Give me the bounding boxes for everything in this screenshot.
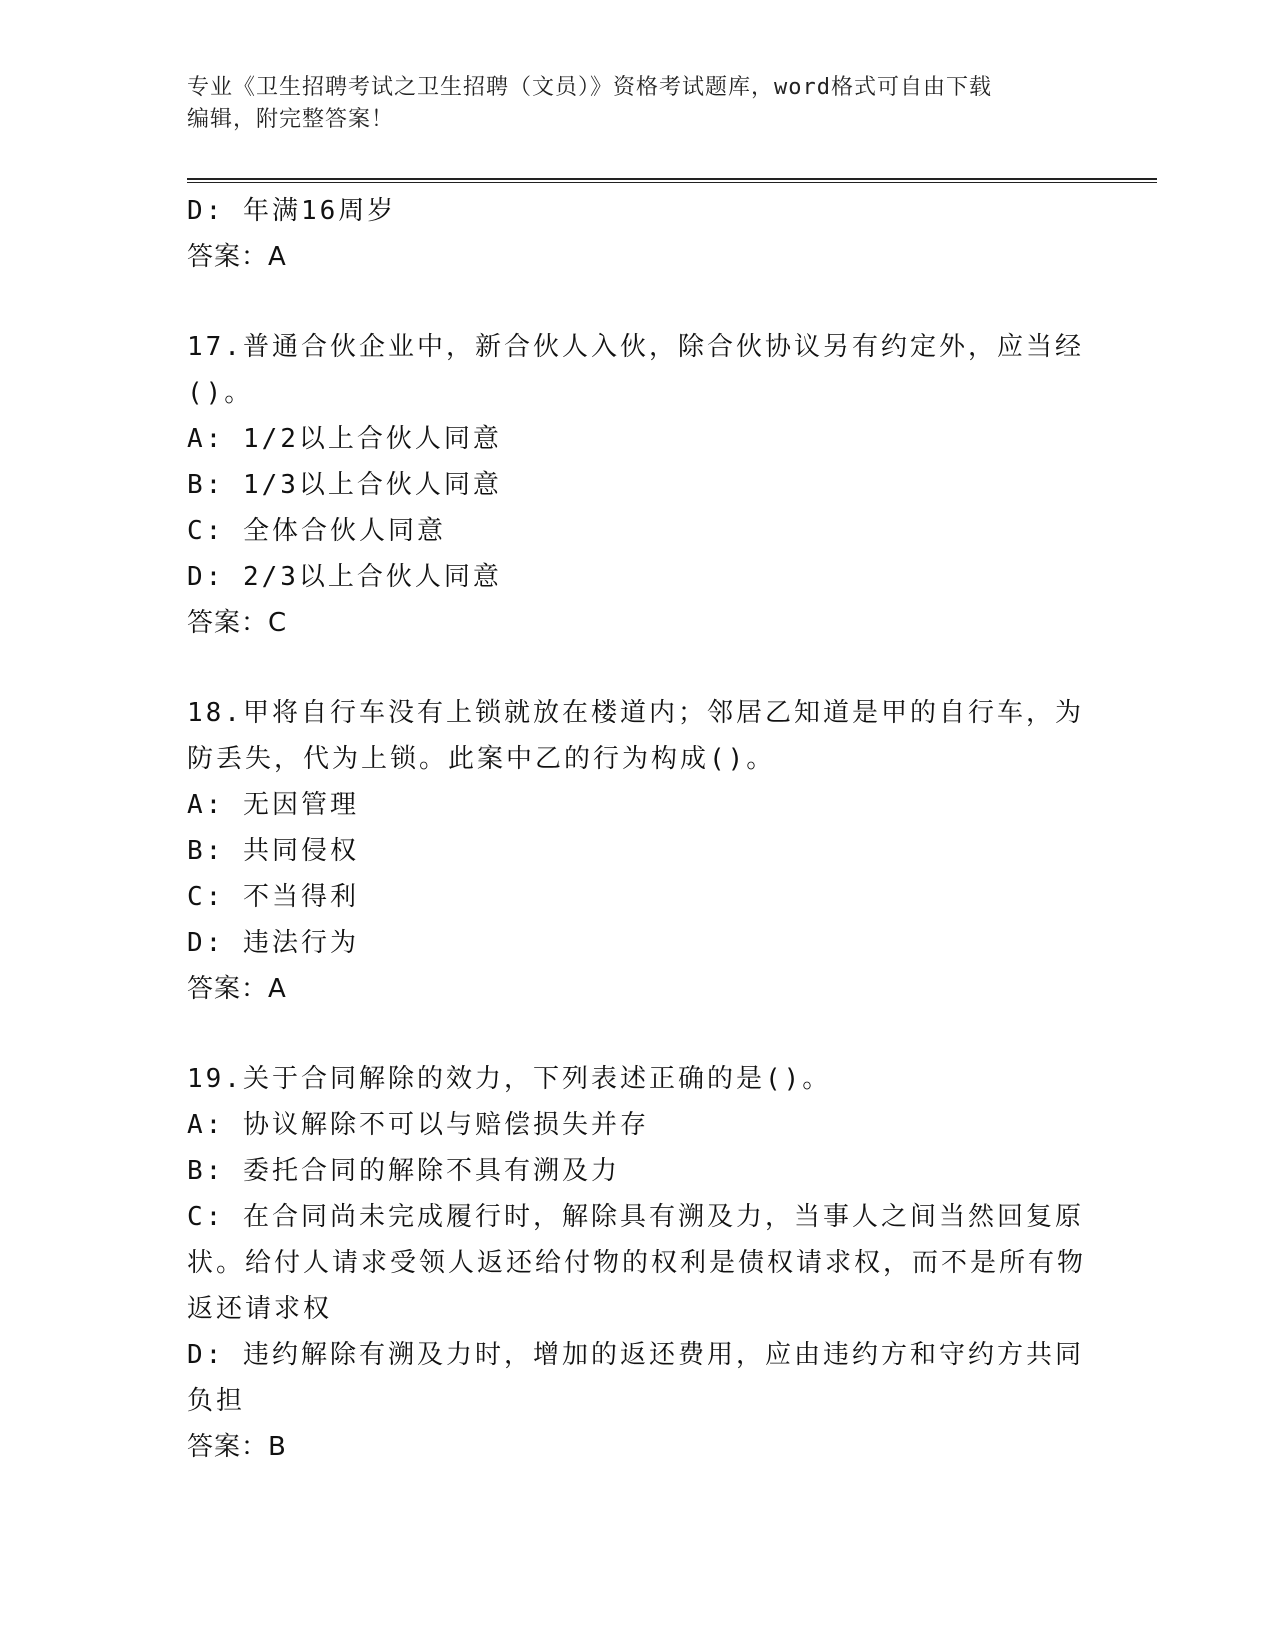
header-line-1: 专业《卫生招聘考试之卫生招聘（文员）》资格考试题库，word格式可自由下载: [187, 75, 992, 100]
header-line-2: 编辑，附完整答案！: [187, 107, 395, 132]
option-a: A: 协议解除不可以与赔偿损失并存: [187, 1110, 649, 1140]
option-a: A: 1/2以上合伙人同意: [187, 424, 502, 454]
option-d: D: 年满16周岁: [187, 196, 397, 226]
option-c: C: 全体合伙人同意: [187, 516, 446, 546]
question-list: [187, 188, 1087, 1470]
question-text: 18.甲将自行车没有上锁就放在楼道内；邻居乙知道是甲的自行车，为防丢失，代为上锁。此案中乙的行为构成()。: [187, 698, 1084, 774]
option-b: B: 1/3以上合伙人同意: [187, 470, 502, 500]
question-17: [187, 324, 1087, 646]
option-a: A: 无因管理: [187, 790, 359, 820]
previous-question-tail: [187, 188, 1087, 280]
question-text: 19.关于合同解除的效力，下列表述正确的是()。: [187, 1064, 832, 1094]
question-18: [187, 690, 1087, 1012]
option-d: D: 2/3以上合伙人同意: [187, 562, 502, 592]
option-b: B: 共同侵权: [187, 836, 359, 866]
question-text: 17.普通合伙企业中，新合伙人入伙，除合伙协议另有约定外，应当经()。: [187, 332, 1084, 408]
option-d: D: 违法行为: [187, 928, 359, 958]
header-divider: [187, 178, 1157, 183]
option-c: C: 在合同尚未完成履行时，解除具有溯及力，当事人之间当然回复原状。给付人请求受领人返还给付物的权利是债权请求权，而不是所有物返还请求权: [187, 1202, 1087, 1324]
answer: 答案：B: [187, 1432, 287, 1462]
option-d: D: 违约解除有溯及力时，增加的返还费用，应由违约方和守约方共同负担: [187, 1340, 1084, 1416]
answer: 答案：A: [187, 242, 287, 272]
answer: 答案：A: [187, 974, 287, 1004]
answer: 答案：C: [187, 608, 288, 638]
question-19: [187, 1056, 1087, 1470]
option-b: B: 委托合同的解除不具有溯及力: [187, 1156, 620, 1186]
page-header: [187, 72, 1067, 136]
option-c: C: 不当得利: [187, 882, 359, 912]
